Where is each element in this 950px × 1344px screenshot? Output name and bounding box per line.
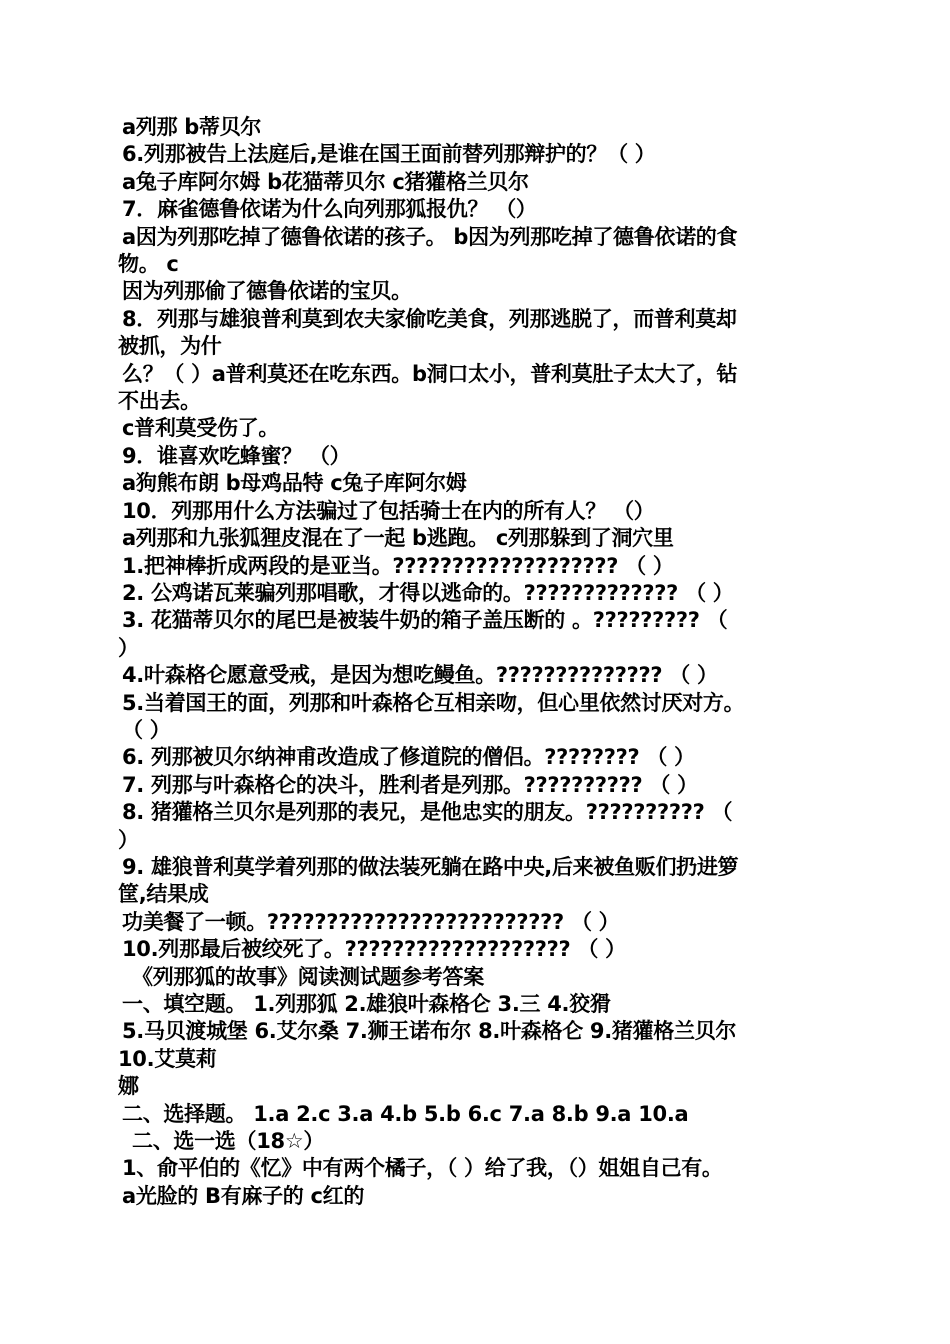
text-line: ） — [118, 635, 139, 660]
text-line: a狗熊布朗 b母鸡品特 c兔子库阿尔姆 — [122, 471, 467, 496]
text-line: a列那和九张狐狸皮混在了一起 b逃跑。 c列那躲到了洞穴里 — [122, 526, 674, 551]
document-body — [118, 114, 838, 1210]
answer-key-title: 《列那狐的故事》阅读测试题参考答案 — [132, 964, 484, 989]
text-line: 10.艾莫莉 — [118, 1046, 217, 1071]
text-line: a因为列那吃掉了德鲁依诺的孩子。 b因为列那吃掉了德鲁依诺的食 — [122, 224, 738, 249]
text-line: 10.列那最后被绞死了。??????????????????? （ ） — [122, 937, 626, 962]
text-line: 8. 猪獾格兰贝尔是列那的表兄，是他忠实的朋友。?????????? （ — [122, 800, 733, 825]
text-line: 不出去。 — [118, 389, 201, 414]
text-line: 6. 列那被贝尔纳神甫改造成了修道院的僧侣。???????? （ ） — [122, 745, 695, 770]
text-line: 5.当着国王的面，列那和叶森格仑互相亲吻，但心里依然讨厌对方。 — [122, 690, 745, 715]
text-line: a列那 b蒂贝尔 — [122, 115, 262, 139]
text-line: 9. 雄狼普利莫学着列那的做法装死躺在路中央,后来被鱼贩们扔进箩 — [122, 854, 739, 879]
text-line: 2. 公鸡诺瓦莱骗列那唱歌，才得以逃命的。????????????? （ ） — [122, 580, 734, 605]
text-line: 功美餐了一顿。????????????????????????? （ ） — [122, 909, 620, 934]
text-line: 6.列那被告上法庭后,是谁在国王面前替列那辩护的？（ ） — [122, 142, 656, 167]
text-line: 8．列那与雄狼普利莫到农夫家偷吃美食，列那逃脱了，而普利莫却 — [122, 306, 737, 331]
text-line: 娜 — [118, 1074, 139, 1099]
text-line: c普利莫受伤了。 — [122, 416, 280, 441]
text-line: 因为列那偷了德鲁依诺的宝贝。 — [122, 279, 412, 304]
text-line: （ ） — [122, 717, 171, 742]
text-line: 物。 c — [118, 252, 179, 277]
text-line: 一、填空题。 1.列那狐 2.雄狼叶森格仑 3.三 4.狡猾 — [122, 992, 611, 1016]
text-line: a兔子库阿尔姆 b花猫蒂贝尔 c猪獾格兰贝尔 — [122, 169, 529, 194]
text-line: 4.叶森格仑愿意受戒，是因为想吃鳗鱼。?????????????? （ ） — [122, 663, 718, 688]
text-line: 1.把神棒折成两段的是亚当。??????????????????? （ ） — [122, 553, 674, 578]
text-line: 9．谁喜欢吃蜂蜜？ （） — [122, 443, 351, 468]
text-line: 二、选择题。 1.a 2.c 3.a 4.b 5.b 6.c 7.a 8.b 9.a 10.a — [122, 1101, 689, 1126]
text-line: a光脸的 B有麻子的 c红的 — [122, 1183, 365, 1208]
text-line: 7．麻雀德鲁依诺为什么向列那狐报仇？ （） — [122, 197, 537, 222]
text-line: 10．列那用什么方法骗过了包括骑士在内的所有人？ （） — [122, 498, 655, 523]
text-line: 1、俞平伯的《忆》中有两个橘子，（ ）给了我，（）姐姐自己有。 — [122, 1156, 723, 1181]
text-line: 被抓，为什 — [118, 334, 222, 359]
text-line: 么？（ ）a普利莫还在吃东西。b洞口太小，普利莫肚子太大了，钻 — [122, 361, 738, 386]
text-line: 3. 花猫蒂贝尔的尾巴是被装牛奶的箱子盖压断的 。????????? （ — [122, 608, 728, 633]
section-heading: 二、选一选（18☆） — [132, 1129, 325, 1154]
text-line: 7. 列那与叶森格仑的决斗，胜利者是列那。?????????? （ ） — [122, 772, 698, 797]
text-line: 5.马贝渡城堡 6.艾尔桑 7.狮王诺布尔 8.叶森格仑 9.猪獾格兰贝尔 — [122, 1019, 737, 1044]
text-line: ） — [118, 827, 139, 852]
text-line: 筐,结果成 — [118, 882, 209, 907]
